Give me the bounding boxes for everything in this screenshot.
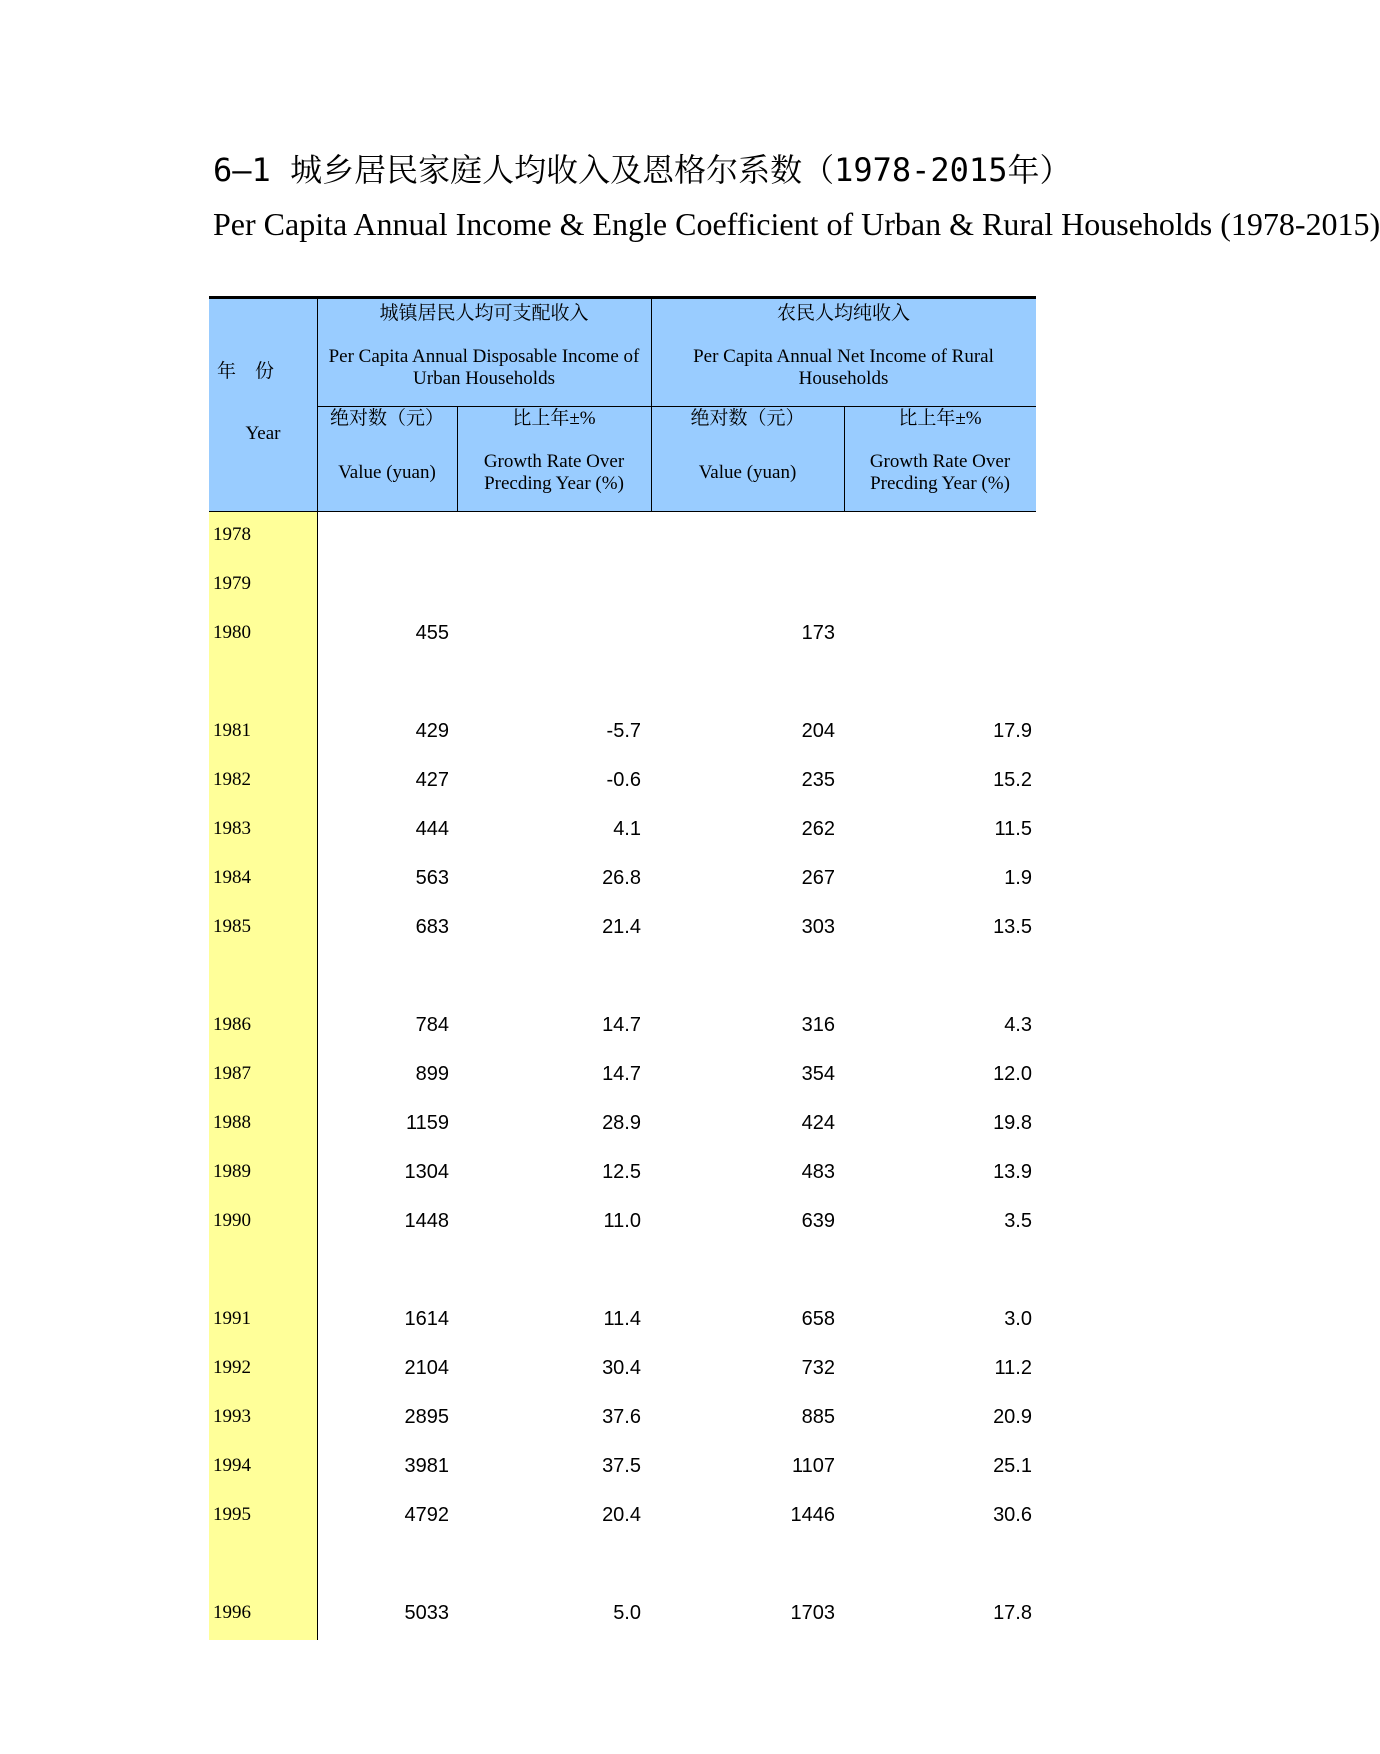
urban-value-cell: 1448 xyxy=(404,1210,449,1232)
table-row xyxy=(209,1100,1036,1149)
header-urban-cn: 城镇居民人均可支配收入 xyxy=(379,303,589,324)
table-row xyxy=(209,708,1036,757)
year-cell: 1990 xyxy=(213,1210,251,1231)
rural-growth-cell: 13.5 xyxy=(993,916,1032,938)
rural-value-cell: 267 xyxy=(801,867,835,889)
rural-value-cell: 316 xyxy=(801,1014,835,1036)
urban-value-cell: 429 xyxy=(415,720,449,742)
rural-growth-cell: 17.8 xyxy=(993,1602,1032,1624)
rural-growth-cell: 1.9 xyxy=(1004,867,1032,889)
rural-value-cell: 173 xyxy=(801,622,835,644)
urban-growth-cell: 11.4 xyxy=(603,1308,641,1330)
table-row xyxy=(209,1051,1036,1100)
urban-growth-cell: 21.4 xyxy=(602,916,641,938)
table-row xyxy=(209,1394,1036,1443)
urban-growth-cell: 4.1 xyxy=(613,818,641,840)
rural-value-cell: 658 xyxy=(801,1308,835,1330)
divider xyxy=(651,296,652,512)
urban-growth-cell: -5.7 xyxy=(606,720,641,742)
urban-value-cell: 427 xyxy=(415,769,449,791)
rural-growth-cell: 25.1 xyxy=(993,1455,1032,1477)
rural-value-cell: 262 xyxy=(801,818,835,840)
year-cell: 1984 xyxy=(213,867,251,888)
table-row xyxy=(209,610,1036,659)
rural-value-cell: 885 xyxy=(801,1406,835,1428)
header-rural-cn: 农民人均纯收入 xyxy=(776,303,910,324)
divider xyxy=(317,406,1036,407)
urban-growth-cell: -0.6 xyxy=(606,769,641,791)
rural-growth-cell: 11.2 xyxy=(994,1357,1032,1379)
urban-value-cell: 1304 xyxy=(404,1161,449,1183)
page-title-en: Per Capita Annual Income & Engle Coefficient of Urban & Rural Households (1978-2015) xyxy=(213,206,1380,242)
year-cell: 1987 xyxy=(213,1063,251,1084)
table-header xyxy=(209,296,1036,512)
urban-value-cell: 899 xyxy=(415,1063,449,1085)
year-cell: 1996 xyxy=(213,1602,251,1623)
urban-growth-cell: 37.5 xyxy=(602,1455,641,1477)
table-row xyxy=(209,1443,1036,1492)
rural-growth-cell: 15.2 xyxy=(993,769,1032,791)
urban-value-cell: 4792 xyxy=(404,1504,449,1526)
rural-growth-cell: 4.3 xyxy=(1004,1014,1032,1036)
table-row xyxy=(209,904,1036,953)
header-urban-value-en: Value (yuan) xyxy=(338,462,436,483)
urban-growth-cell: 12.5 xyxy=(602,1161,641,1183)
rural-value-cell: 639 xyxy=(801,1210,835,1232)
table-row xyxy=(209,855,1036,904)
title-block xyxy=(213,148,1380,258)
year-cell: 1991 xyxy=(213,1308,251,1329)
table-row xyxy=(209,1492,1036,1541)
rural-growth-cell: 12.0 xyxy=(993,1063,1032,1085)
income-table xyxy=(209,296,1036,1640)
urban-value-cell: 2104 xyxy=(404,1357,449,1379)
year-cell: 1992 xyxy=(213,1357,251,1378)
table-row xyxy=(209,1345,1036,1394)
header-rural-growth-en: Growth Rate Over Precding Year (%) xyxy=(869,451,1011,494)
rural-growth-cell: 30.6 xyxy=(993,1504,1032,1526)
table-row xyxy=(209,757,1036,806)
table-row xyxy=(209,512,1036,561)
rural-growth-cell: 19.8 xyxy=(993,1112,1032,1134)
rural-growth-cell: 17.9 xyxy=(993,720,1032,742)
table-row xyxy=(209,1149,1036,1198)
header-rural-growth-cn: 比上年±% xyxy=(898,408,982,429)
rural-growth-cell: 11.5 xyxy=(994,818,1032,840)
urban-growth-cell: 26.8 xyxy=(602,867,641,889)
rural-value-cell: 235 xyxy=(801,769,835,791)
divider xyxy=(844,406,845,512)
rural-value-cell: 354 xyxy=(801,1063,835,1085)
urban-value-cell: 3981 xyxy=(404,1455,449,1477)
year-cell: 1993 xyxy=(213,1406,251,1427)
header-year-cn: 年 份 xyxy=(217,361,275,382)
urban-growth-cell: 14.7 xyxy=(602,1063,641,1085)
header-rural-value-en: Value (yuan) xyxy=(698,462,797,483)
urban-growth-cell: 30.4 xyxy=(602,1357,641,1379)
rural-value-cell: 424 xyxy=(801,1112,835,1134)
urban-growth-cell: 28.9 xyxy=(602,1112,641,1134)
rural-value-cell: 204 xyxy=(801,720,835,742)
urban-growth-cell: 14.7 xyxy=(602,1014,641,1036)
rural-value-cell: 732 xyxy=(801,1357,835,1379)
header-rural-en: Per Capita Annual Net Income of Rural Households xyxy=(693,346,994,389)
table-row xyxy=(209,1590,1036,1639)
rural-growth-cell: 3.0 xyxy=(1004,1308,1032,1330)
year-cell: 1994 xyxy=(213,1455,251,1476)
header-rural-value-cn: 绝对数（元） xyxy=(690,408,805,429)
year-cell: 1982 xyxy=(213,769,251,790)
urban-value-cell: 444 xyxy=(415,818,449,840)
rural-value-cell: 1107 xyxy=(791,1455,835,1477)
table-row xyxy=(209,806,1036,855)
year-cell: 1983 xyxy=(213,818,251,839)
urban-growth-cell: 20.4 xyxy=(602,1504,641,1526)
urban-value-cell: 784 xyxy=(415,1014,449,1036)
urban-value-cell: 1614 xyxy=(404,1308,449,1330)
rural-value-cell: 303 xyxy=(801,916,835,938)
urban-value-cell: 563 xyxy=(415,867,449,889)
year-cell: 1995 xyxy=(213,1504,251,1525)
urban-growth-cell: 37.6 xyxy=(602,1406,641,1428)
table-row xyxy=(209,561,1036,610)
year-cell: 1978 xyxy=(213,524,251,545)
urban-value-cell: 1159 xyxy=(405,1112,449,1134)
year-cell: 1985 xyxy=(213,916,251,937)
rural-growth-cell: 13.9 xyxy=(993,1161,1032,1183)
rural-value-cell: 1703 xyxy=(790,1602,835,1624)
table-row xyxy=(209,1198,1036,1247)
header-year-en: Year xyxy=(245,423,281,444)
urban-value-cell: 5033 xyxy=(404,1602,449,1624)
table-row xyxy=(209,1296,1036,1345)
rural-value-cell: 483 xyxy=(801,1161,835,1183)
header-urban-en: Per Capita Annual Disposable Income of Urban Households xyxy=(328,346,640,389)
rural-value-cell: 1446 xyxy=(790,1504,835,1526)
year-cell: 1981 xyxy=(213,720,251,741)
header-urban-growth-cn: 比上年±% xyxy=(512,408,596,429)
header-urban-value-cn: 绝对数（元） xyxy=(329,408,444,429)
year-cell: 1988 xyxy=(213,1112,251,1133)
urban-growth-cell: 11.0 xyxy=(603,1210,641,1232)
year-cell: 1989 xyxy=(213,1161,251,1182)
rural-growth-cell: 20.9 xyxy=(993,1406,1032,1428)
year-cell: 1986 xyxy=(213,1014,251,1035)
urban-value-cell: 455 xyxy=(415,622,449,644)
year-cell: 1979 xyxy=(213,573,251,594)
urban-value-cell: 2895 xyxy=(404,1406,449,1428)
header-urban-growth-en: Growth Rate Over Precding Year (%) xyxy=(483,451,625,494)
table-row xyxy=(209,1002,1036,1051)
page-title-cn: 6–1 城乡居民家庭人均收入及恩格尔系数（1978-2015年） xyxy=(213,151,1072,189)
rural-growth-cell: 3.5 xyxy=(1004,1210,1032,1232)
year-cell: 1980 xyxy=(213,622,251,643)
urban-growth-cell: 5.0 xyxy=(613,1602,641,1624)
divider xyxy=(457,406,458,512)
urban-value-cell: 683 xyxy=(415,916,449,938)
